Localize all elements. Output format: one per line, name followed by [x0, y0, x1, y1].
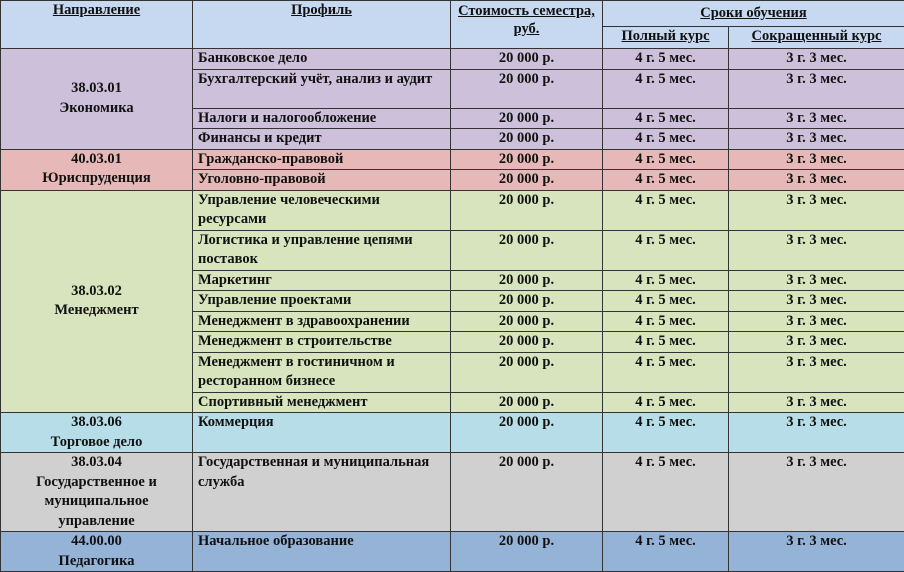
short-course-cell: 3 г. 3 мес. — [729, 170, 904, 191]
short-course-cell: 3 г. 3 мес. — [729, 49, 904, 70]
profile-cell: Уголовно-правовой — [193, 170, 451, 191]
direction-name: Экономика — [5, 99, 188, 119]
cost-cell: 20 000 р. — [451, 311, 603, 332]
table-row — [1, 532, 904, 572]
short-course-cell: 3 г. 3 мес. — [729, 352, 904, 392]
profile-cell: Гражданско-правовой — [193, 149, 451, 170]
short-course-cell: 3 г. 3 мес. — [729, 453, 904, 532]
direction-name: Государственное и муниципальное управление — [5, 473, 188, 532]
short-course-cell: 3 г. 3 мес. — [729, 190, 904, 230]
short-course-cell: 3 г. 3 мес. — [729, 311, 904, 332]
full-course-cell: 4 г. 5 мес. — [603, 332, 729, 353]
full-course-cell: 4 г. 5 мес. — [603, 291, 729, 312]
short-course-cell: 3 г. 3 мес. — [729, 69, 904, 108]
direction-code: 38.03.02 — [5, 282, 188, 302]
cost-cell: 20 000 р. — [451, 69, 603, 108]
full-course-cell: 4 г. 5 мес. — [603, 129, 729, 150]
table-row — [1, 190, 904, 230]
table-row — [1, 413, 904, 453]
full-course-cell: 4 г. 5 мес. — [603, 69, 729, 108]
direction-code: 40.03.01 — [5, 150, 188, 170]
header-cost: Стоимость семестра, руб. — [451, 1, 603, 49]
short-course-cell: 3 г. 3 мес. — [729, 129, 904, 150]
header-direction: Направление — [1, 1, 193, 49]
header-duration: Сроки обучения — [603, 1, 904, 27]
cost-cell: 20 000 р. — [451, 129, 603, 150]
cost-cell: 20 000 р. — [451, 453, 603, 532]
full-course-cell: 4 г. 5 мес. — [603, 413, 729, 453]
profile-cell: Налоги и налогообложение — [193, 108, 451, 129]
short-course-cell: 3 г. 3 мес. — [729, 291, 904, 312]
full-course-cell: 4 г. 5 мес. — [603, 108, 729, 129]
direction-name: Торговое дело — [5, 433, 188, 453]
direction-cell — [1, 532, 193, 572]
direction-cell — [1, 149, 193, 190]
profile-cell: Менеджмент в строительстве — [193, 332, 451, 353]
header-full-course: Полный курс — [603, 27, 729, 49]
profile-cell: Финансы и кредит — [193, 129, 451, 150]
full-course-cell: 4 г. 5 мес. — [603, 230, 729, 270]
cost-cell: 20 000 р. — [451, 230, 603, 270]
short-course-cell: 3 г. 3 мес. — [729, 413, 904, 453]
short-course-cell: 3 г. 3 мес. — [729, 270, 904, 291]
profile-cell: Управление человеческими ресурсами — [193, 190, 451, 230]
cost-cell: 20 000 р. — [451, 291, 603, 312]
short-course-cell: 3 г. 3 мес. — [729, 149, 904, 170]
profile-cell: Банковское дело — [193, 49, 451, 70]
full-course-cell: 4 г. 5 мес. — [603, 532, 729, 572]
full-course-cell: 4 г. 5 мес. — [603, 149, 729, 170]
profile-cell: Менеджмент в гостиничном и ресторанном бизнесе — [193, 352, 451, 392]
cost-cell: 20 000 р. — [451, 270, 603, 291]
cost-cell: 20 000 р. — [451, 190, 603, 230]
direction-cell — [1, 453, 193, 532]
profile-cell: Маркетинг — [193, 270, 451, 291]
header-profile: Профиль — [193, 1, 451, 49]
profile-cell: Государственная и муниципальная служба — [193, 453, 451, 532]
profile-cell: Начальное образование — [193, 532, 451, 572]
full-course-cell: 4 г. 5 мес. — [603, 49, 729, 70]
cost-cell: 20 000 р. — [451, 108, 603, 129]
table-row — [1, 49, 904, 70]
full-course-cell: 4 г. 5 мес. — [603, 170, 729, 191]
cost-cell: 20 000 р. — [451, 170, 603, 191]
table-row — [1, 149, 904, 170]
full-course-cell: 4 г. 5 мес. — [603, 311, 729, 332]
cost-cell: 20 000 р. — [451, 332, 603, 353]
profile-cell: Коммерция — [193, 413, 451, 453]
profile-cell: Менеджмент в здравоохранении — [193, 311, 451, 332]
header-short-course: Сокращенный курс — [729, 27, 904, 49]
direction-code: 38.03.06 — [5, 413, 188, 433]
full-course-cell: 4 г. 5 мес. — [603, 352, 729, 392]
full-course-cell: 4 г. 5 мес. — [603, 270, 729, 291]
full-course-cell: 4 г. 5 мес. — [603, 392, 729, 413]
short-course-cell: 3 г. 3 мес. — [729, 532, 904, 572]
full-course-cell: 4 г. 5 мес. — [603, 453, 729, 532]
cost-cell: 20 000 р. — [451, 352, 603, 392]
direction-code: 44.00.00 — [5, 532, 188, 552]
cost-cell: 20 000 р. — [451, 413, 603, 453]
table-body — [1, 49, 904, 572]
profile-cell: Логистика и управление цепями поставок — [193, 230, 451, 270]
direction-cell — [1, 413, 193, 453]
cost-cell: 20 000 р. — [451, 49, 603, 70]
short-course-cell: 3 г. 3 мес. — [729, 392, 904, 413]
profile-cell: Управление проектами — [193, 291, 451, 312]
profile-cell: Бухгалтерский учёт, анализ и аудит — [193, 69, 451, 108]
direction-code: 38.03.01 — [5, 79, 188, 99]
direction-cell — [1, 190, 193, 413]
short-course-cell: 3 г. 3 мес. — [729, 230, 904, 270]
table-row — [1, 453, 904, 532]
direction-name: Менеджмент — [5, 301, 188, 321]
profile-cell: Спортивный менеджмент — [193, 392, 451, 413]
cost-cell: 20 000 р. — [451, 392, 603, 413]
direction-name: Педагогика — [5, 552, 188, 572]
cost-cell: 20 000 р. — [451, 532, 603, 572]
cost-cell: 20 000 р. — [451, 149, 603, 170]
short-course-cell: 3 г. 3 мес. — [729, 108, 904, 129]
direction-name: Юриспруденция — [5, 169, 188, 189]
direction-cell — [1, 49, 193, 150]
direction-code: 38.03.04 — [5, 453, 188, 473]
full-course-cell: 4 г. 5 мес. — [603, 190, 729, 230]
short-course-cell: 3 г. 3 мес. — [729, 332, 904, 353]
